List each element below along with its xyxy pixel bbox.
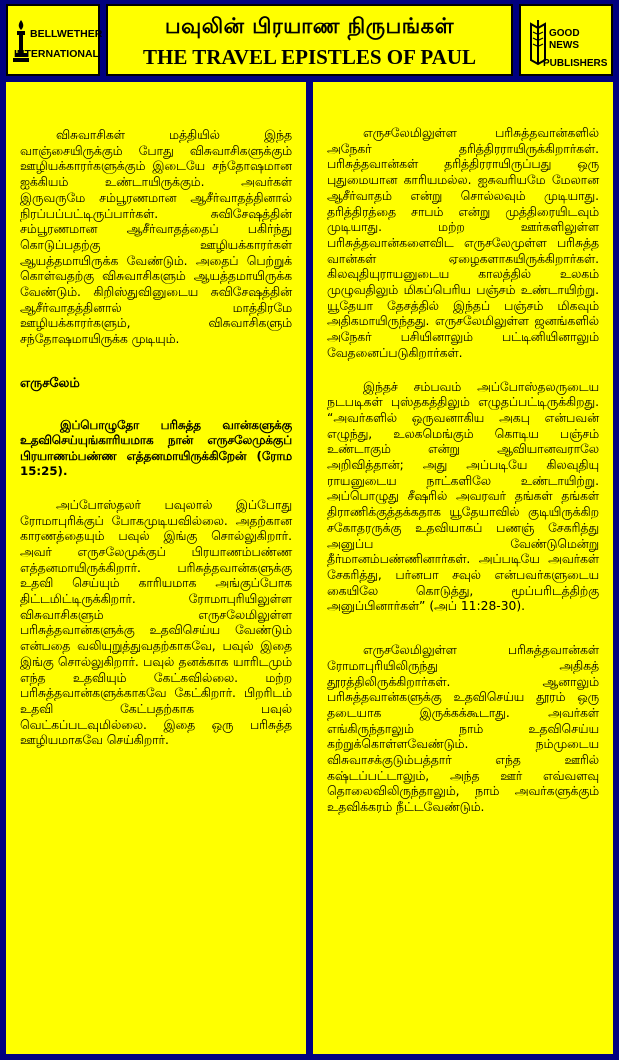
left-paragraph-2: அப்போஸ்தலர் பவுலால் இப்போது ரோமாபுரிக்குப் போகமுடியவில்லை. அதற்கான காரணத்தையும் பவுல் இங்கு சொல்லுகிறார். அவர் எருசலேமுக்குப் பிரயாணம்பண்ண எத்தனமாயிருக்கிறார். பரிசுத்தவான்களுக்கு உதவி செய்யும் காரியமாக அங்குப்போக திட்டமிட்டிருக்கிறார். ரோமாபுரியிலுள்ள விசுவாசிகளும் எருசலேமிலுள்ள பரிசுத்தவான்களுக்கு உதவிசெய்ய வேண்டும் என்பதை வலியுறுத்துவதற்காகவே, பவுல் இதை இங்கு சொல்லுகிறார். பவுல் தனக்காக யாரிடமும் எந்த உதவியும் கேட்கவில்லை. மற்ற பரிசுத்தவான்களுக்காகவே கேட்கிறார். பிறரிடம் உதவி கேட்பதற்காக பவுல் வெட்கப்படவுமில்லை. இதை ஒரு பரிசுத்த ஊழியமாகவே செய்கிறார்.	[20, 497, 292, 748]
scripture-quote: இப்பொழுதோ பரிசுத்த வான்களுக்கு உதவிசெய்யுங்காரியமாக நான் எருசலேமுக்குப் பிரயாணம்பண்ண எத்தனமாயிருக்கிறேன் (ரோம 15:25).	[20, 417, 292, 479]
bellwether-logo	[6, 4, 103, 76]
header	[6, 4, 613, 76]
page-title-english: THE TRAVEL EPISTLES OF PAUL	[143, 45, 476, 69]
logo-right-line2: PUBLISHERS	[543, 58, 608, 69]
logo-left-line1: BELLWETHER	[30, 28, 103, 40]
right-paragraph-2: இந்தச் சம்பவம் அப்போஸ்தலருடைய நடபடிகள் புஸ்தகத்திலும் எழுதப்பட்டிருக்கிறது. “அவர்களில் ஒருவனாகிய அகபு என்பவன் எழுந்து, உலகமெங்கும் கொடிய பஞ்சம் உண்டாகும் என்று ஆவியானவராலே அறிவித்தான்; அது அப்படியே கிலவுதியு ராயனுடைய நாட்களிலே உண்டாயிற்று. அப்பொழுது சீஷரில் அவரவர் தங்கள் தங்கள் திராணிக்குத்தக்கதாக யூதேயாவில் குடியிருக்கிற சகோதரருக்கு உதவியாகப் பணஞ் சேகரித்து அனுப்ப வேண்டுமென்று தீர்மானம்பண்ணினார்கள். அப்படியே அவர்கள் சேகரித்து, பர்னபா சவுல் என்பவர்களுடைய கையிலே கொடுத்து, மூப்பரிடத்திற்கு அனுப்பினார்கள்” (அப் 11:28-30).	[327, 379, 599, 614]
left-paragraph-1: விசுவாசிகள் மத்தியில் இந்த வாஞ்சையிருக்கும் போது விசுவாசிகளுக்கும் ஊழியக்காரர்களுக்கும் இடையே சந்தோஷமான ஐக்கியம் உண்டாயிருக்கும். அவர்கள் இருவருமே சம்பூரணமான ஆசீர்வாதத்தினால் நிரப்பப்பட்டிருப்பார்கள். சுவிசேஷத்தின் சம்பூரணமான ஆசீர்வாதத்தைப் பகிர்ந்து கொடுப்பதற்கு ஊழியக்காரர்கள் ஆயத்தமாயிருக்க வேண்டும். அதைப் பெற்றுக் கொள்வதற்கு விசுவாசிகளும் ஆயத்தமாயிருக்க வேண்டும். கிறிஸ்துவினுடைய சுவிசேஷத்தின் ஆசீர்வாதத்தினால் மாத்திரமே ஊழியக்காரர்களும், விசுவாசிகளும் சந்தோஷமாயிருக்க முடியும்.	[20, 128, 292, 347]
section-heading-jerusalem: எருசலேம்	[20, 375, 80, 391]
logo-left-line2: INTERNATIONAL	[14, 48, 99, 60]
logo-right-line1: GOOD NEWS	[549, 28, 580, 51]
title-box	[106, 4, 513, 76]
right-paragraph-1: எருசலேமிலுள்ள பரிசுத்தவான்களில் அநேகர் தரித்திரராயிருக்கிறார்கள். பரிசுத்தவான்கள் தரித்திரராயிருப்பது ஒரு புதுமையான காரியமல்ல. ஐசுவரியமே மேலான ஆசீர்வாதம் என்று சொல்லவும் முடியாது. தரித்திரத்தை சாபம் என்று முத்திரையிடவும் முடியாது. மற்ற ஊர்களிலுள்ள பரிசுத்தவான்களைவிட எருசலேமுள்ள பரிசுத்த வான்கள் ஏழைகளாகயிருக்கிறார்கள். கிலவுதியுராயனுடைய காலத்தில் உலகம் முழுவதிலும் மிகப்பெரிய பஞ்சம் உண்டாயிற்று. யூதேயா தேசத்தில் இந்தப் பஞ்சம் மிகவும் அதிகமாயிருந்தது. எருசலேமிலுள்ள ஜனங்களில் அநேகர் பசியினாலும் பட்டினியினாலும் வேதனைப்படுகிறார்கள்.	[327, 126, 599, 360]
right-paragraph-3: எருசலேமிலுள்ள பரிசுத்தவான்கள் ரோமாபுரியிலிருந்து அதிகத் தூரத்திலிருக்கிறார்கள். ஆனாலும் பரிசுத்தவான்களுக்கு உதவிசெய்ய தூரம் ஒரு தடையாக இருக்கக்கூடாது. அவர்கள் எங்கிருந்தாலும் நாம் உதவிசெய்ய கற்றுக்கொள்ளவேண்டும். நம்முடைய விசுவாசக்குடும்பத்தார் எந்த ஊரில் கஷ்டப்பட்டாலும், அந்த ஊர் எவ்வளவு தொலைவிலிருந்தாலும், நாம் அவர்களுக்கும் உதவிக்கரம் நீட்டவேண்டும்.	[327, 643, 599, 815]
page-title-tamil: பவுலின் பிரயாண நிருபங்கள்	[164, 14, 455, 38]
good-news-logo	[519, 4, 613, 76]
left-column	[6, 82, 306, 1054]
right-column	[313, 82, 613, 1054]
